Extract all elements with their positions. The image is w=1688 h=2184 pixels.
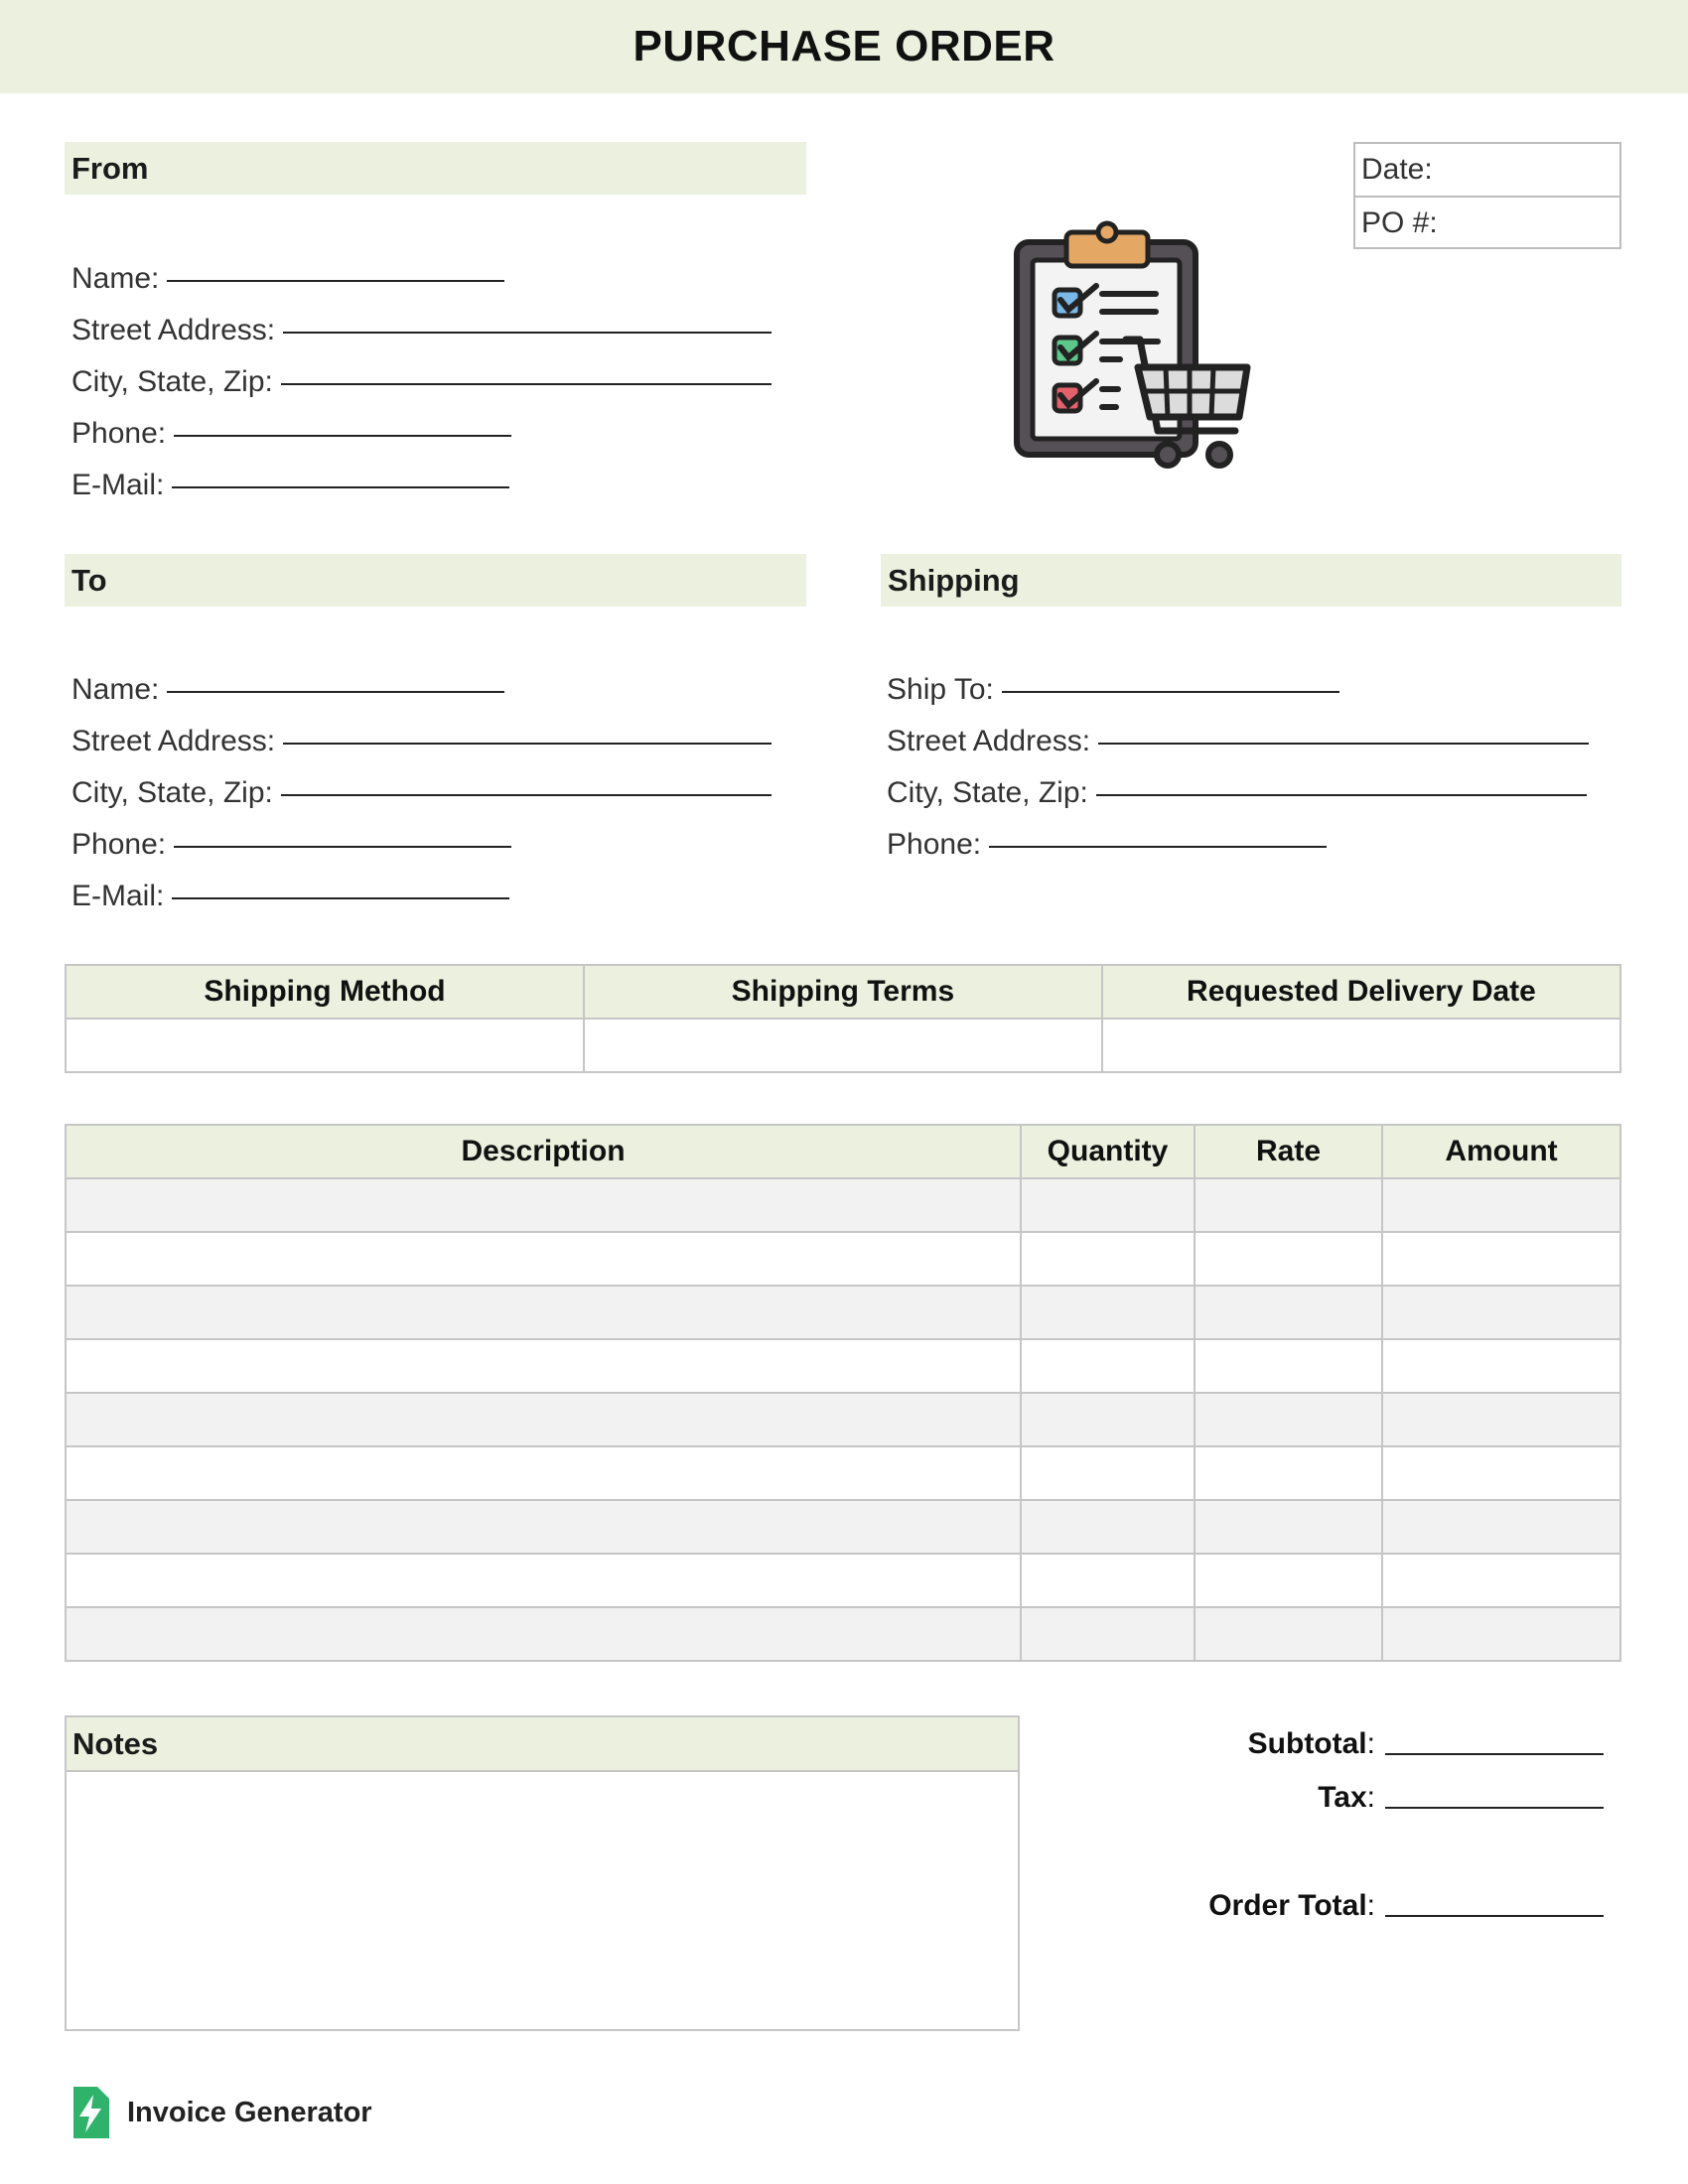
shipping-table xyxy=(65,964,1621,1073)
quantity-cell[interactable] xyxy=(1021,1339,1195,1393)
field-label: Ship To: xyxy=(887,673,994,706)
description-cell[interactable] xyxy=(66,1607,1021,1661)
rate-header: Rate xyxy=(1195,1125,1382,1178)
to-email-field[interactable] xyxy=(71,862,772,913)
tax-label xyxy=(1318,1781,1375,1815)
quantity-cell[interactable] xyxy=(1021,1446,1195,1500)
field-label: Name: xyxy=(71,262,160,295)
field-label: Phone: xyxy=(887,828,982,861)
to-city-field[interactable] xyxy=(71,758,772,810)
description-cell[interactable] xyxy=(66,1286,1021,1339)
items-table xyxy=(65,1124,1621,1662)
quantity-cell[interactable] xyxy=(1021,1178,1195,1232)
table-row xyxy=(66,1178,1620,1232)
from-phone-field[interactable] xyxy=(71,399,772,451)
field-line xyxy=(167,250,504,282)
table-row xyxy=(66,1500,1620,1554)
shipping-terms-header: Shipping Terms xyxy=(584,965,1102,1019)
shipping-table-header xyxy=(66,965,1620,1019)
field-label: Street Address: xyxy=(887,725,1091,757)
shipping-method-header: Shipping Method xyxy=(66,965,584,1019)
table-row xyxy=(66,1446,1620,1500)
to-fields xyxy=(71,655,772,913)
amount-cell[interactable] xyxy=(1382,1607,1620,1661)
amount-cell[interactable] xyxy=(1382,1500,1620,1554)
order-total-label xyxy=(1208,1889,1375,1923)
table-row xyxy=(66,1554,1620,1607)
description-cell[interactable] xyxy=(66,1500,1021,1554)
table-row xyxy=(66,1607,1620,1661)
field-label: Phone: xyxy=(71,417,167,450)
amount-cell[interactable] xyxy=(1382,1339,1620,1393)
delivery-date-header: Requested Delivery Date xyxy=(1102,965,1620,1019)
field-line xyxy=(174,816,511,848)
shipping-fields xyxy=(887,655,1589,862)
field-line xyxy=(283,713,772,745)
table-row xyxy=(66,1393,1620,1446)
to-phone-field[interactable] xyxy=(71,810,772,862)
shipping-table-row xyxy=(66,1019,1620,1072)
field-label: City, State, Zip: xyxy=(887,776,1088,809)
ship-phone-field[interactable] xyxy=(887,810,1589,862)
quantity-cell[interactable] xyxy=(1021,1500,1195,1554)
amount-cell[interactable] xyxy=(1382,1286,1620,1339)
field-line xyxy=(167,661,504,693)
amount-cell[interactable] xyxy=(1382,1232,1620,1286)
from-street-field[interactable] xyxy=(71,296,772,347)
description-header: Description xyxy=(66,1125,1021,1178)
field-label: Name: xyxy=(71,673,160,706)
field-label: Street Address: xyxy=(71,314,276,346)
notes-box xyxy=(65,1715,1020,2031)
amount-cell[interactable] xyxy=(1382,1446,1620,1500)
rate-cell[interactable] xyxy=(1195,1500,1382,1554)
field-line xyxy=(281,353,772,385)
amount-header: Amount xyxy=(1382,1125,1620,1178)
tax-text: Tax xyxy=(1318,1781,1367,1814)
shipping-terms-cell[interactable] xyxy=(584,1019,1102,1072)
description-cell[interactable] xyxy=(66,1339,1021,1393)
delivery-date-cell[interactable] xyxy=(1102,1019,1620,1072)
field-line xyxy=(172,457,509,488)
field-label: E-Mail: xyxy=(71,469,165,501)
subtotal-line xyxy=(1385,1723,1604,1755)
rate-cell[interactable] xyxy=(1195,1178,1382,1232)
field-line xyxy=(1096,764,1587,796)
field-label: E-Mail: xyxy=(71,880,165,912)
field-label: Phone: xyxy=(71,828,167,861)
items-table-header xyxy=(66,1125,1620,1178)
table-row xyxy=(66,1339,1620,1393)
description-cell[interactable] xyxy=(66,1178,1021,1232)
field-label: City, State, Zip: xyxy=(71,365,273,398)
po-number-field[interactable]: PO #: xyxy=(1355,196,1619,249)
field-line xyxy=(1098,713,1589,745)
notes-heading: Notes xyxy=(67,1717,1018,1772)
date-field[interactable]: Date: xyxy=(1361,153,1433,186)
rate-cell[interactable] xyxy=(1195,1232,1382,1286)
shipping-method-cell[interactable] xyxy=(66,1019,584,1072)
quantity-header: Quantity xyxy=(1021,1125,1195,1178)
from-heading: From xyxy=(65,142,806,195)
order-total-line xyxy=(1385,1885,1604,1917)
field-line xyxy=(172,868,509,899)
rate-cell[interactable] xyxy=(1195,1446,1382,1500)
rate-cell[interactable] xyxy=(1195,1393,1382,1446)
to-name-field[interactable] xyxy=(71,655,772,707)
rate-cell[interactable] xyxy=(1195,1339,1382,1393)
description-cell[interactable] xyxy=(66,1232,1021,1286)
description-cell[interactable] xyxy=(66,1554,1021,1607)
subtotal-row[interactable] xyxy=(1248,1723,1604,1761)
order-total-text: Order Total xyxy=(1208,1889,1367,1922)
from-city-field[interactable] xyxy=(71,347,772,399)
subtotal-text: Subtotal xyxy=(1247,1727,1367,1760)
amount-cell[interactable] xyxy=(1382,1178,1620,1232)
page-title: PURCHASE ORDER xyxy=(633,22,1055,70)
colon: : xyxy=(1366,1727,1375,1760)
from-fields xyxy=(71,244,772,502)
field-line xyxy=(281,764,772,796)
quantity-cell[interactable] xyxy=(1021,1393,1195,1446)
to-heading: To xyxy=(65,554,806,607)
footer-brand xyxy=(68,2083,372,2142)
field-line xyxy=(283,302,772,334)
field-line xyxy=(989,816,1327,848)
ship-city-field[interactable] xyxy=(887,758,1589,810)
to-street-field[interactable] xyxy=(71,707,772,758)
subtotal-label xyxy=(1248,1727,1375,1761)
title-bar xyxy=(0,0,1688,93)
shipping-heading: Shipping xyxy=(881,554,1621,607)
field-label: City, State, Zip: xyxy=(71,776,273,809)
quantity-cell[interactable] xyxy=(1021,1554,1195,1607)
notes-textarea[interactable] xyxy=(67,1772,1018,2030)
ship-street-field[interactable] xyxy=(887,707,1589,758)
field-line xyxy=(174,405,511,437)
ship-to-field[interactable] xyxy=(887,655,1589,707)
clipboard-cart-icon xyxy=(1009,220,1257,483)
tax-row[interactable] xyxy=(1318,1777,1604,1815)
rate-cell[interactable] xyxy=(1195,1554,1382,1607)
rate-cell[interactable] xyxy=(1195,1286,1382,1339)
brand-name: Invoice Generator xyxy=(127,2096,372,2128)
rate-cell[interactable] xyxy=(1195,1607,1382,1661)
quantity-cell[interactable] xyxy=(1021,1607,1195,1661)
quantity-cell[interactable] xyxy=(1021,1286,1195,1339)
colon: : xyxy=(1366,1889,1375,1922)
tax-line xyxy=(1385,1777,1604,1809)
quantity-cell[interactable] xyxy=(1021,1232,1195,1286)
from-name-field[interactable] xyxy=(71,244,772,296)
date-po-box xyxy=(1353,142,1621,249)
table-row xyxy=(66,1232,1620,1286)
amount-cell[interactable] xyxy=(1382,1554,1620,1607)
lightning-bolt-icon xyxy=(68,2085,111,2140)
description-cell[interactable] xyxy=(66,1446,1021,1500)
field-label: Street Address: xyxy=(71,725,276,757)
table-row xyxy=(66,1286,1620,1339)
amount-cell[interactable] xyxy=(1382,1393,1620,1446)
description-cell[interactable] xyxy=(66,1393,1021,1446)
colon: : xyxy=(1366,1781,1375,1814)
order-total-row[interactable] xyxy=(1208,1885,1604,1923)
from-email-field[interactable] xyxy=(71,451,772,502)
field-line xyxy=(1002,661,1339,693)
